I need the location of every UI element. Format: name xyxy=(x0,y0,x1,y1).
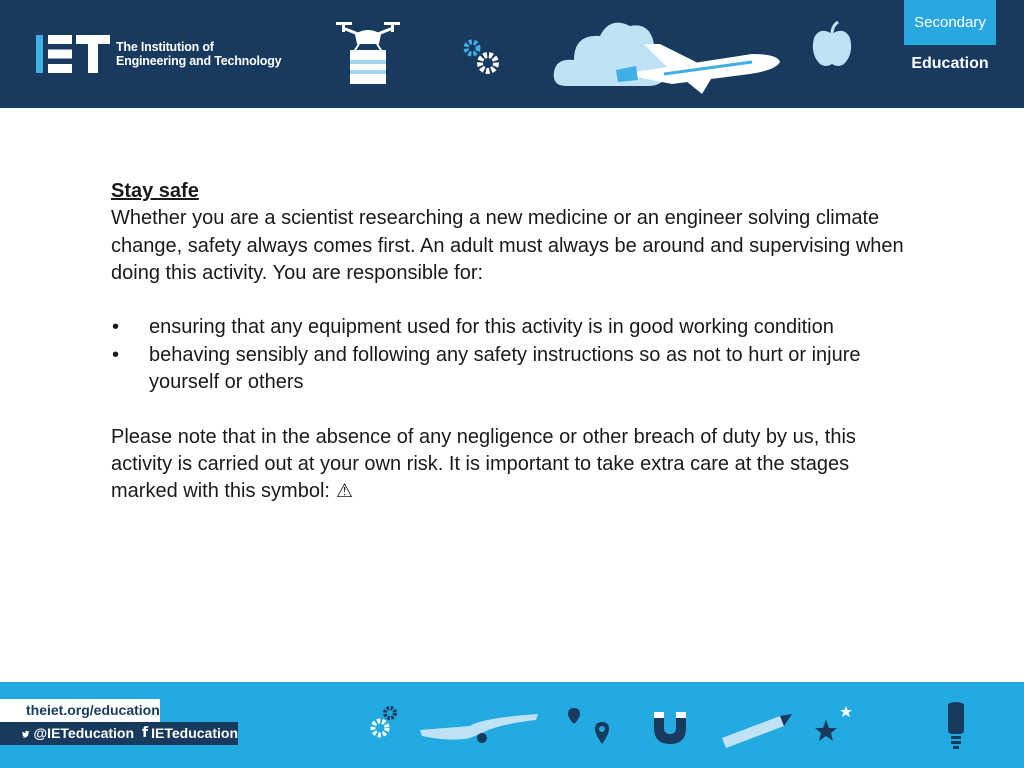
intro-paragraph: Whether you are a scientist researching a new medicine or an engineer solving climate change, safety always comes first. An adult must always be around and supervising when doing this activity. You are responsible for: xyxy=(111,207,904,284)
stars-icon xyxy=(812,704,856,744)
page-heading: Stay safe xyxy=(111,180,199,202)
facebook-handle[interactable]: IETeducation xyxy=(151,725,238,741)
badge-secondary: Secondary xyxy=(904,0,996,45)
cloud-shuttle-icon xyxy=(552,14,784,96)
header-banner xyxy=(0,0,1024,108)
twitter-handle[interactable]: @IETeducation xyxy=(33,725,135,741)
secondary-education-badge xyxy=(904,0,996,82)
twitter-icon[interactable] xyxy=(22,727,30,741)
list-item: • behaving sensibly and following any safety instructions so as not to hurt or injure yourself or others xyxy=(111,342,911,397)
logo-text xyxy=(116,40,281,68)
lightbulb-icon xyxy=(942,700,970,750)
warning-icon: ⚠ xyxy=(335,481,354,503)
social-bar xyxy=(0,722,238,745)
apple-icon xyxy=(810,20,854,68)
list-item: • ensuring that any equipment used for this activity is in good working condition xyxy=(111,314,911,341)
note-text: Please note that in the absence of any negligence or other breach of duty by us, this activity is carried out at your own risk. It is important to take extra care at the stages marked with this symbol: xyxy=(111,425,856,503)
magnet-icon xyxy=(648,706,690,746)
website-link[interactable]: theiet.org/education xyxy=(0,699,160,722)
iet-logo[interactable] xyxy=(36,35,281,73)
badge-education: Education xyxy=(911,54,989,72)
risk-note xyxy=(111,424,911,506)
footer-banner xyxy=(0,682,1024,768)
plane-icon xyxy=(420,710,540,746)
pencil-icon xyxy=(718,708,794,748)
spacer xyxy=(111,287,911,314)
logo-line-1: The Institution of xyxy=(116,40,214,54)
iet-logo-mark xyxy=(36,35,110,73)
location-pins-icon xyxy=(564,704,614,748)
responsibility-list xyxy=(111,314,911,396)
gears-icon xyxy=(462,38,504,78)
drone-icon xyxy=(333,0,403,90)
spacer xyxy=(111,396,911,423)
facebook-icon[interactable]: f xyxy=(142,725,149,741)
safety-text xyxy=(111,178,911,506)
logo-line-2: Engineering and Technology xyxy=(116,54,282,68)
gears-icon xyxy=(368,704,402,740)
